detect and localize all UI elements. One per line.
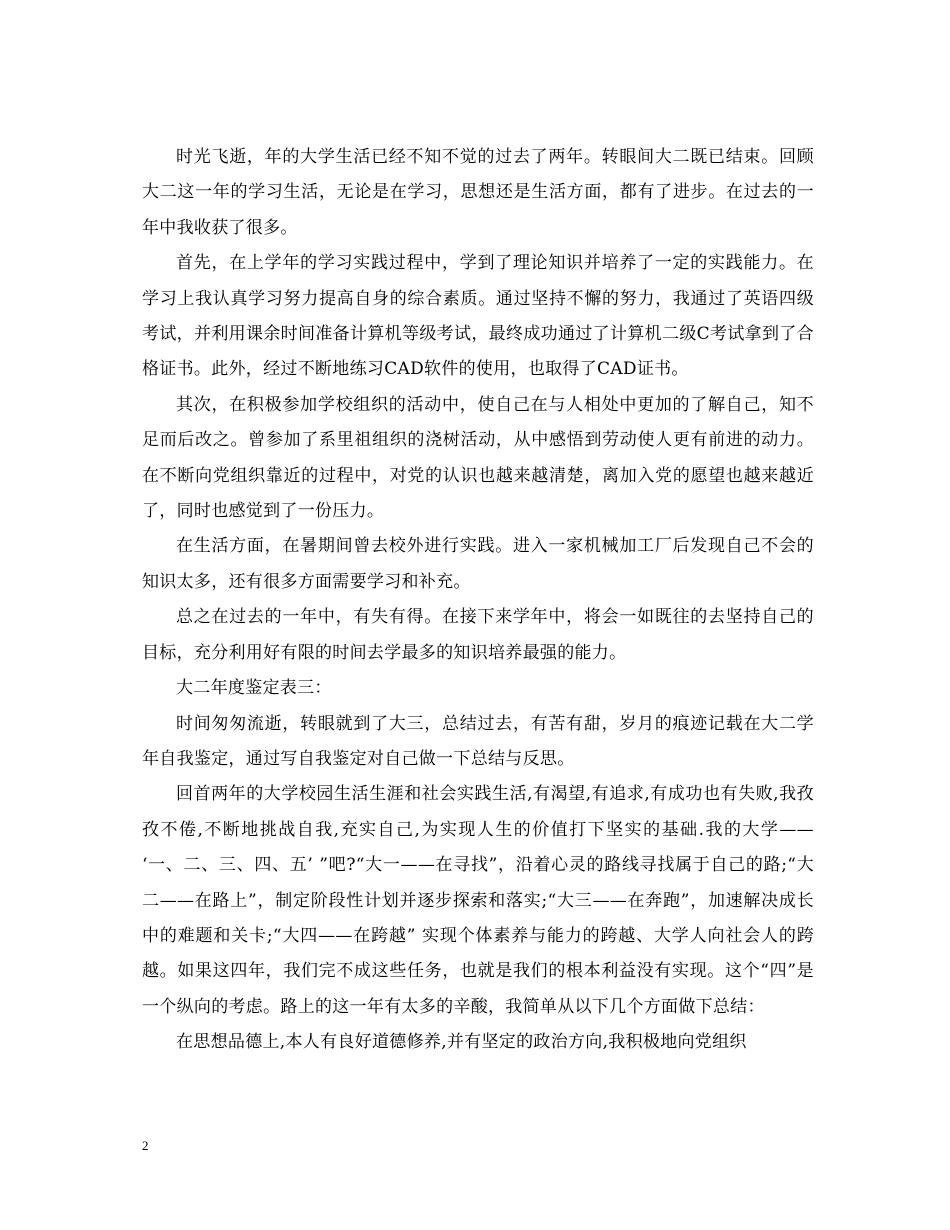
paragraph-2: 首先，在上学年的学习实践过程中，学到了理论知识并培养了一定的实践能力。在学习上我认真学习努力提高自身的综合素质。通过坚持不懈的努力，我通过了英语四级考试，并利用课余时间准备计算机等级考试，最终成功通过了计算机二级C考试拿到了合格证书。此外，经过不断地练习CAD软件的使用，也取得了CAD证书。	[142, 253, 814, 380]
section-heading: 大二年度鉴定表三：	[176, 678, 332, 699]
paragraph-1: 时光飞逝，年的大学生活已经不知不觉的过去了两年。转眼间大二既已结束。回顾大二这一年的学习生活，无论是在学习，思想还是生活方面，都有了进步。在过去的一年中我收获了很多。	[142, 147, 814, 238]
paragraph-6: 时间匆匆流逝，转眼就到了大三，总结过去，有苦有甜，岁月的痕迹记载在大二学年自我鉴定，通过写自我鉴定对自己做一下总结与反思。	[142, 713, 814, 769]
paragraph-3: 其次，在积极参加学校组织的活动中，使自己在与人相处中更加的了解自己，知不足而后改之。曾参加了系里祖组织的浇树活动，从中感悟到劳动使人更有前进的动力。在不断向党组织靠近的过程中，对党的认识也越来越清楚，离加入党的愿望也越来越近了，同时也感觉到了一份压力。	[142, 394, 814, 522]
paragraph-7: 回首两年的大学校园生活生涯和社会实践生活,有渴望,有追求,有成功也有失败,我孜孜不倦,不断地挑战自我,充实自己,为实现人生的价值打下坚实的基础.我的大学—— ‘一、二、三、四、五’ ”吧?“大一——在寻找”，沿着心灵的路线寻找属于自己的路;“大二——在路上”，制定阶段性计划并逐步探索和落实;“大三——在奔跑”，加速解决成长中的难题和关卡;“大四——在跨越” 实现个体素养与能力的跨越、大学人向社会人的跨越。如果这四年，我们完不成这些任务，也就是我们的根本利益没有实现。这个“四”是一个纵向的考虑。路上的这一年有太多的辛酸，我简单从以下几个方面做下总结：	[142, 784, 814, 1017]
paragraph-8: 在思想品德上,本人有良好道德修养,并有坚定的政治方向,我积极地向党组织	[176, 1032, 747, 1053]
document-body	[142, 140, 814, 1061]
paragraph-4: 在生活方面，在暑期间曾去校外进行实践。进入一家机械加工厂后发现自己不会的知识太多，还有很多方面需要学习和补充。	[142, 536, 814, 592]
paragraph-5: 总之在过去的一年中，有失有得。在接下来学年中，将会一如既往的去坚持自己的目标，充分利用好有限的时间去学最多的知识培养最强的能力。	[142, 607, 814, 663]
page-number: 2	[142, 1138, 149, 1153]
